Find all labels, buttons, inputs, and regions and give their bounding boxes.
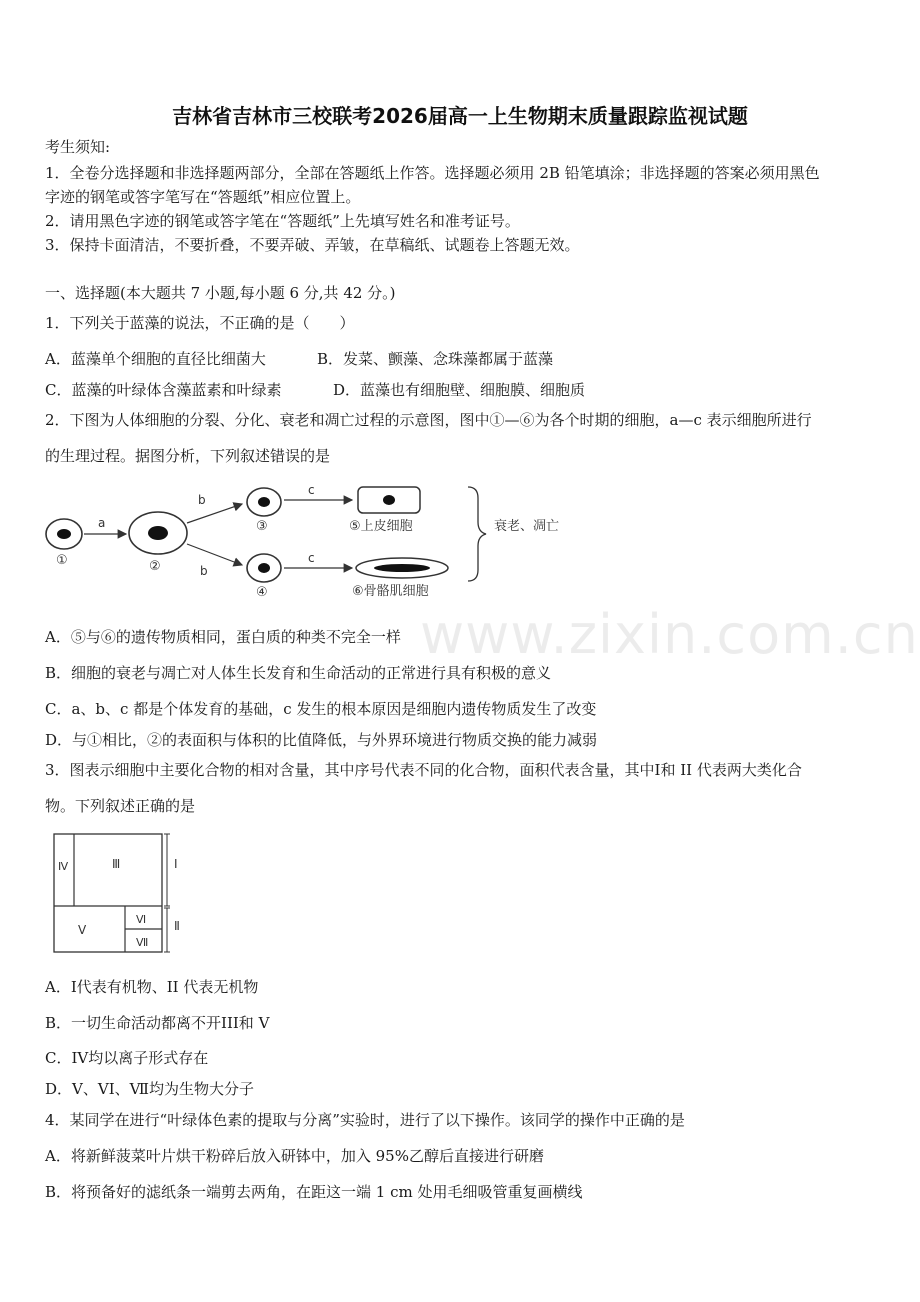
notice-item: 1．全卷分选择题和非选择题两部分，全部在答题纸上作答。选择题必须用 2B 铅笔填涂；非选择题的答案必须用黑色 <box>45 164 820 182</box>
region-vii-label: Ⅶ <box>136 936 149 949</box>
notice-item: 2．请用黑色字迹的钢笔或答字笔在“答题纸”上先填写姓名和准考证号。 <box>45 212 520 230</box>
option-a: A．⑤与⑥的遗传物质相同，蛋白质的种类不完全一样 <box>45 628 401 646</box>
page-title: 吉林省吉林市三校联考2026届高一上生物期末质量跟踪监视试题 <box>172 104 748 128</box>
process-b-label-lower: b <box>200 564 208 578</box>
cell-5-label: ⑤上皮细胞 <box>349 519 413 534</box>
option-d: D．与①相比，②的表面积与体积的比值降低，与外界环境进行物质交换的能力减弱 <box>45 731 598 749</box>
region-vi-label: Ⅵ <box>136 913 147 926</box>
question-stem: 3．图表示细胞中主要化合物的相对含量，其中序号代表不同的化合物，面积代表含量，其中Ⅰ和 II 代表两大类化合 <box>45 761 802 779</box>
cell-process-diagram <box>40 478 600 608</box>
option-a: A．I代表有机物、II 代表无机物 <box>45 978 259 996</box>
region-v-label: Ⅴ <box>78 923 87 937</box>
question-stem-cont: 的生理过程。据图分析，下列叙述错误的是 <box>45 447 331 465</box>
process-c-label-lower: c <box>308 551 315 565</box>
option-d: D．V、VI、Ⅶ均为生物大分子 <box>45 1080 254 1098</box>
notice-item: 字迹的钢笔或答字笔写在“答题纸”相应位置上。 <box>45 188 361 206</box>
compound-area-diagram <box>50 830 200 960</box>
region-iv-label: Ⅳ <box>58 860 69 873</box>
option-b: B．细胞的衰老与凋亡对人体生长发育和生命活动的正常进行具有积极的意义 <box>45 664 552 682</box>
process-a-label: a <box>98 516 106 530</box>
fate-label: 衰老、凋亡 <box>494 519 560 534</box>
brace <box>468 487 486 581</box>
region-iii-label: Ⅲ <box>112 857 121 871</box>
process-c-label-upper: c <box>308 483 315 497</box>
cell-1-label: ① <box>56 553 68 568</box>
option-c: C．IV均以离子形式存在 <box>45 1049 209 1067</box>
notice-item: 3．保持卡面清洁，不要折叠，不要弄破、弄皱，在草稿纸、试题卷上答题无效。 <box>45 236 580 254</box>
cell-2-label: ② <box>149 559 161 574</box>
option-d: D．蓝藻也有细胞壁、细胞膜、细胞质 <box>333 381 586 399</box>
option-a: A．蓝藻单个细胞的直径比细菌大 <box>45 350 266 368</box>
option-c: C．a、b、c 都是个体发育的基础，c 发生的根本原因是细胞内遗传物质发生了改变 <box>45 700 597 718</box>
section-heading: 一、选择题(本大题共 7 小题,每小题 6 分,共 42 分。) <box>45 284 396 302</box>
question-stem: 2．下图为人体细胞的分裂、分化、衰老和凋亡过程的示意图，图中①—⑥为各个时期的细胞，a—c 表示细胞所进行 <box>45 411 812 429</box>
cell-3-label: ③ <box>256 519 268 534</box>
question-stem: 1．下列关于蓝藻的说法，不正确的是（ ） <box>45 314 355 332</box>
cell-6-label: ⑥骨骼肌细胞 <box>352 584 429 599</box>
option-b: B．发菜、颤藻、念珠藻都属于蓝藻 <box>317 350 554 368</box>
watermark: www.zixin.com.cn <box>420 603 919 666</box>
option-b: B．将预备好的滤纸条一端剪去两角，在距这一端 1 cm 处用毛细吸管重复画横线 <box>45 1183 583 1201</box>
cell-4-label: ④ <box>256 585 268 600</box>
option-c: C．蓝藻的叶绿体含藻蓝素和叶绿素 <box>45 381 282 399</box>
notice-heading: 考生须知: <box>45 138 111 156</box>
process-b-label-upper: b <box>198 493 206 507</box>
group-i-label: Ⅰ <box>174 857 178 871</box>
question-stem-cont: 物。下列叙述正确的是 <box>45 797 196 815</box>
question-stem: 4．某同学在进行“叶绿体色素的提取与分离”实验时，进行了以下操作。该同学的操作中正确的是 <box>45 1111 685 1129</box>
option-b: B．一切生命活动都离不开III和 V <box>45 1014 270 1032</box>
group-ii-label: Ⅱ <box>174 919 180 933</box>
option-a: A．将新鲜菠菜叶片烘干粉碎后放入研钵中，加入 95%乙醇后直接进行研磨 <box>45 1147 544 1165</box>
